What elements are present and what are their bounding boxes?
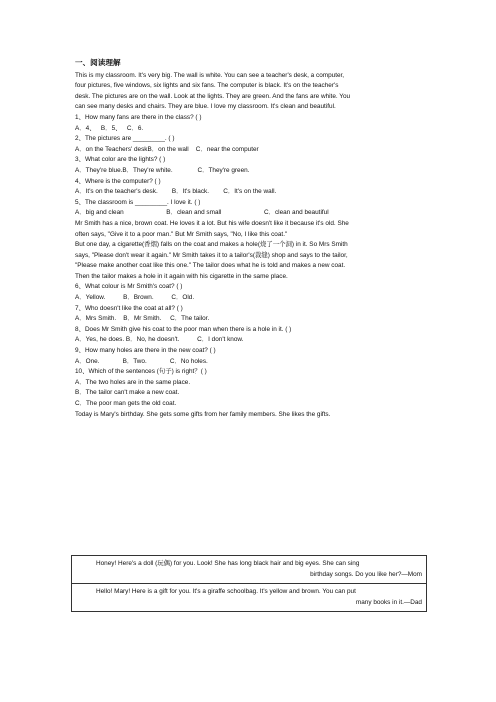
passage-line: Mr Smith has a nice, brown coat. He loves it a lot. But his wife doesn't like it because it's old. She	[75, 219, 349, 227]
passage-mary-birthday-intro: Today is Mary's birthday. She gets some gifts from her family members. She likes the gifts.	[75, 410, 331, 418]
question-9-options: A．One. B．Two. C．No holes.	[75, 357, 208, 365]
question-4: 4、Where is the computer? ( )	[75, 177, 161, 185]
question-8-options: A．Yes, he does. B．No, he doesn't. C．I don't know.	[75, 336, 244, 344]
gift-note-dad	[72, 583, 426, 611]
question-2-options: A．on the Teachers' deskB．on the wall C．near the computer	[75, 145, 259, 153]
passage-line: four pictures, five windows, six lights and six fans. The computer is black. It's on the teacher's	[75, 82, 339, 90]
question-10-option-b: B．The tailor can't make a new coat.	[75, 389, 180, 397]
passage-line: "Please make another coat like this one." The tailor does what he is told and makes a new coat.	[75, 262, 346, 270]
gift-note-mom	[72, 556, 426, 583]
passage-line: But one day, a cigarette(香烟) falls on the coat and makes a hole(烧了一个洞) in it. So Mrs Smith	[75, 241, 348, 249]
question-5: 5、The classroom is _________. I love it. ( )	[75, 198, 201, 206]
gift-note-line: Hello! Mary! Here is a gift for you. It's a giraffe schoolbag. It's yellow and brown. You can put	[96, 588, 356, 596]
question-10-option-c: C．The poor man gets the old coat.	[75, 400, 177, 407]
passage-line: says, "Please don't wear it again." Mr Smith takes it to a tailor's(裁缝) shop and says to the tailor,	[75, 251, 348, 259]
question-9: 9、How many holes are there in the new coat? ( )	[75, 347, 216, 355]
question-3-options: A．They're blue.B．They're white. C．They're green.	[75, 166, 250, 174]
question-8: 8、Does Mr Smith give his coat to the poor man when there is a hole in it. ( )	[75, 325, 292, 333]
passage-line: often says, "Give it to a poor man." But Mr Smith says, "No, I like this coat."	[75, 230, 288, 238]
question-3: 3、What color are the lights? ( )	[75, 156, 166, 164]
passage-classroom	[75, 71, 425, 113]
question-10: 10、Which of the sentences (句子) is right？( )	[75, 368, 207, 376]
question-7: 7、Who doesn't like the coat at all? ( )	[75, 304, 183, 312]
question-5-options: A．big and clean B．clean and small C．clean and beautiful	[75, 209, 329, 217]
reading-comprehension-page	[75, 58, 425, 420]
question-4-options: A．It's on the teacher's desk. B．It's black. C．It's on the wall.	[75, 188, 277, 196]
gift-note-line: Honey! Here's a doll (玩偶) for you. Look! She has long black hair and big eyes. She can sing	[96, 560, 360, 567]
passage-line: desk. The pictures are on the wall. Look at the lights. They are green. And the fans are white. You	[75, 92, 351, 100]
question-6: 6、What colour is Mr Smith's coat? ( )	[75, 283, 183, 291]
gift-note-line: many books in it.—Dad	[355, 598, 422, 606]
passage-line: Then the tailor makes a hole in it again with his cigarette in the same place.	[75, 272, 288, 280]
question-10-option-a: A．The two holes are in the same place.	[75, 378, 191, 386]
gift-notes-table	[71, 555, 427, 612]
passage-mr-smith-coat	[75, 219, 425, 283]
gift-note-line: birthday songs. Do you like her?—Mom	[310, 570, 422, 578]
passage-line: can see many desks and chairs. They are blue. I love my classroom. It's clean and beautiful.	[75, 103, 336, 111]
section-title: 一、阅读理解	[75, 58, 121, 67]
question-2: 2、The pictures are _________. ( )	[75, 135, 175, 143]
question-6-options: A．Yellow. B．Brown. C．Old.	[75, 294, 195, 302]
question-1-options: A．4、 B．5、 C．6.	[75, 124, 144, 132]
passage-line: This is my classroom. It's very big. The wall is white. You can see a teacher's desk, a computer,	[75, 71, 345, 79]
question-1: 1、How many fans are there in the class? ( )	[75, 113, 202, 121]
question-7-options: A．Mrs Smith. B．Mr Smith. C．The tailor.	[75, 315, 210, 323]
